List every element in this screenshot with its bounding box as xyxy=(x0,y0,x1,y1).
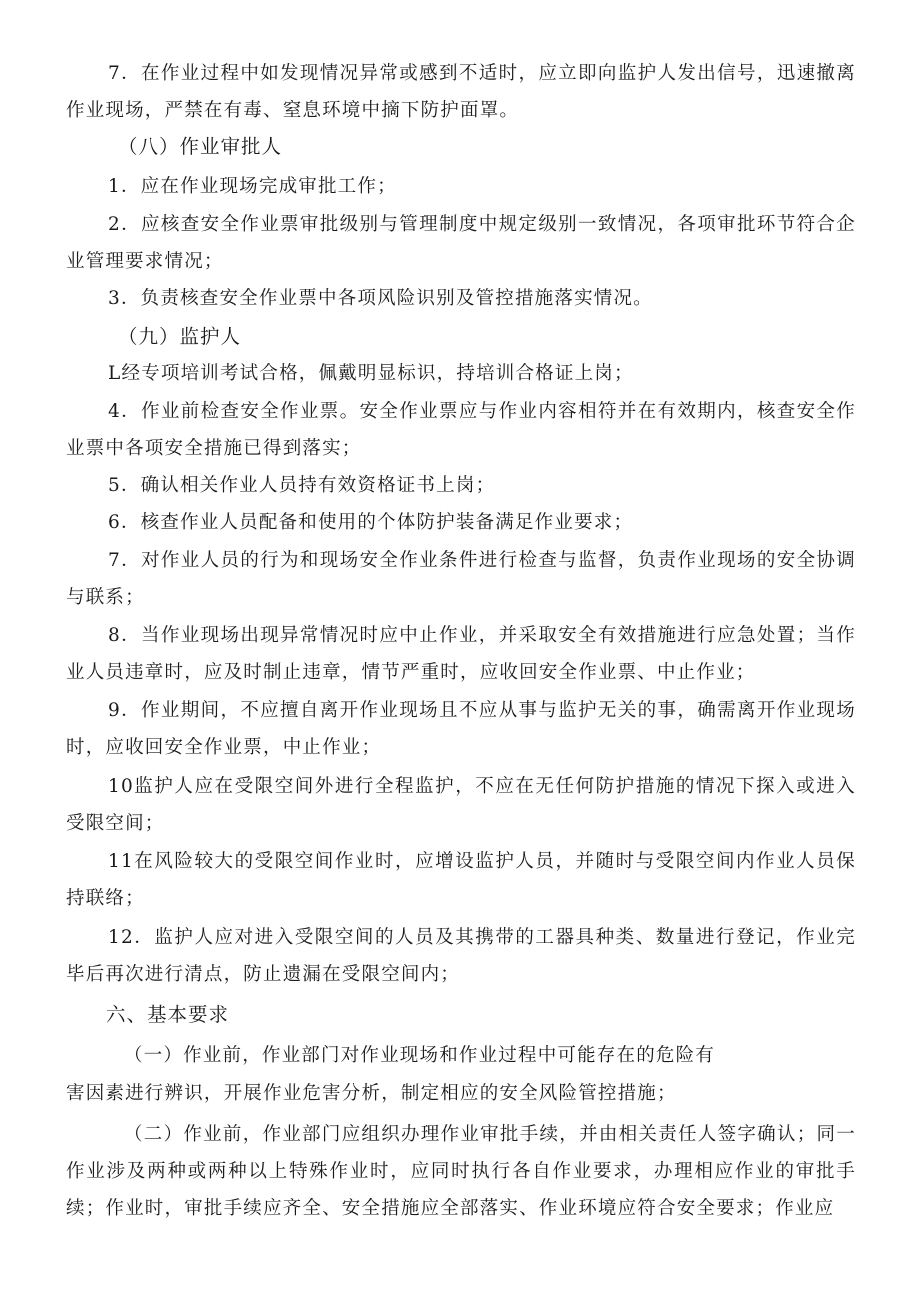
paragraph-guardian-7: 7．对作业人员的行为和现场安全作业条件进行检查与监督，负责作业现场的安全协调与联系； xyxy=(66,550,856,608)
paragraph-guardian-9: 9．作业期间，不应擅自离开作业现场且不应从事与监护无关的事，确需离开作业现场时，应收回安全作业票，中止作业； xyxy=(66,700,856,758)
paragraph-approver-1: 1．应在作业现场完成审批工作； xyxy=(108,176,397,197)
heading-guardian: （九）监护人 xyxy=(118,325,242,348)
paragraph-guardian-10: 10监护人应在受限空间外进行全程监护，不应在无任何防护措施的情况下探入或进入受限空间； xyxy=(66,776,856,834)
paragraph-guardian-5: 5．确认相关作业人员持有效资格证书上岗； xyxy=(108,475,496,496)
heading-approver: （八）作业审批人 xyxy=(118,135,283,158)
paragraph-requirement-1-line2: 害因素进行辨识，开展作业危害分析，制定相应的安全风险管控措施； xyxy=(66,1083,677,1104)
section-heading-basic-requirements: 六、基本要求 xyxy=(106,1003,230,1026)
paragraph-guardian-8: 8．当作业现场出现异常情况时应中止作业，并采取安全有效措施进行应急处置；当作业人员违章时，应及时制止违章，情节严重时，应收回安全作业票、中止作业； xyxy=(66,625,856,683)
paragraph-guardian-1: L经专项培训考试合格，佩戴明显标识，持培训合格证上岗； xyxy=(108,363,634,384)
paragraph-requirement-1-line1: （一）作业前，作业部门对作业现场和作业过程中可能存在的危险有 xyxy=(124,1045,716,1066)
paragraph-guardian-4: 4．作业前检查安全作业票。安全作业票应与作业内容相符并在有效期内，核查安全作业票中各项安全措施已得到落实； xyxy=(66,401,856,459)
paragraph-approver-3: 3．负责核查安全作业票中各项风险识别及管控措施落实情况。 xyxy=(108,288,653,309)
paragraph-guardian-11: 11在风险较大的受限空间作业时，应增设监护人员，并随时与受限空间内作业人员保持联络； xyxy=(66,851,856,909)
paragraph-item-7-worker: 7．在作业过程中如发现情况异常或感到不适时，应立即向监护人发出信号，迅速撤离作业现场，严禁在有毒、窒息环境中摘下防护面罩。 xyxy=(66,63,856,121)
paragraph-guardian-6: 6．核查作业人员配备和使用的个体防护装备满足作业要求； xyxy=(108,512,634,533)
paragraph-approver-2: 2．应核查安全作业票审批级别与管理制度中规定级别一致情况，各项审批环节符合企业管理要求情况； xyxy=(66,214,856,272)
paragraph-guardian-12: 12．监护人应对进入受限空间的人员及其携带的工器具种类、数量进行登记，作业完毕后再次进行清点，防止遗漏在受限空间内； xyxy=(66,927,856,985)
paragraph-requirement-2: （二）作业前，作业部门应组织办理作业审批手续，并由相关责任人签字确认；同一作业涉及两种或两种以上特殊作业时，应同时执行各自作业要求，办理相应作业的审批手续；作业时，审批手续应齐全、安全措施应全部落实、作业环境应符合安全要求；作业应 xyxy=(66,1124,856,1219)
